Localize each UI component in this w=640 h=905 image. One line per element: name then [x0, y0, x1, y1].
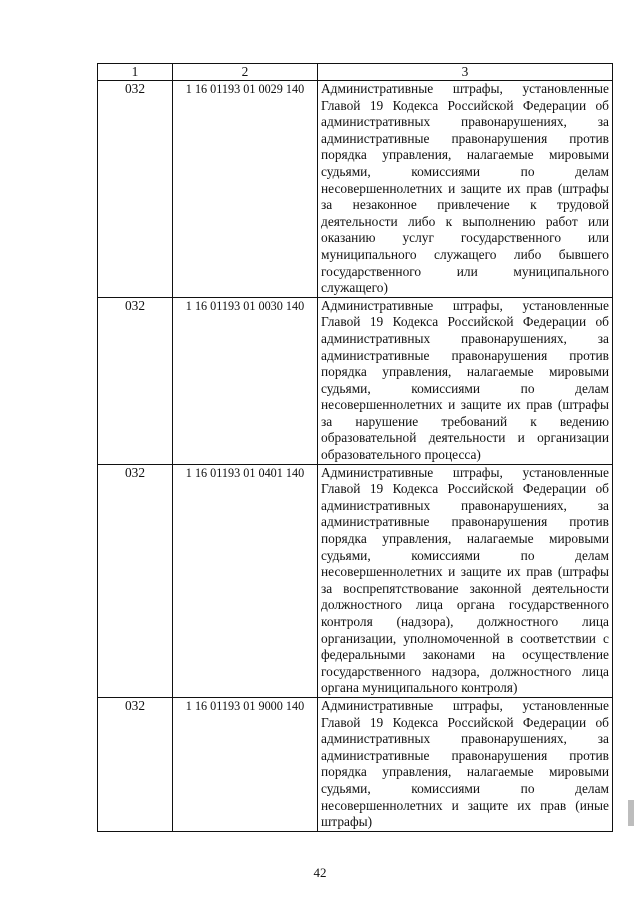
- admin-code-cell: 032: [98, 464, 173, 697]
- description-cell: Административные штрафы, установленные Главой 19 Кодекса Российской Федерации об административных правонарушениях, за административные правонарушения против порядка управления, налагаемые мировыми судьями, комиссиями по делам несовершеннолетних и защите их прав (иные штрафы): [318, 697, 613, 831]
- header-col-2: 2: [173, 64, 318, 81]
- budget-code-cell: 1 16 01193 01 9000 140: [173, 697, 318, 831]
- table-row: [98, 297, 613, 464]
- scan-edge-mark: [628, 800, 634, 826]
- budget-code-cell: 1 16 01193 01 0030 140: [173, 297, 318, 464]
- table-header-row: [98, 64, 613, 81]
- description-cell: Административные штрафы, установленные Главой 19 Кодекса Российской Федерации об административных правонарушениях, за административные правонарушения против порядка управления, налагаемые мировыми судьями, комиссиями по делам несовершеннолетних и защите их прав (штрафы за нарушение требований к ведению образовательной деятельности и организации образовательного процесса): [318, 297, 613, 464]
- budget-code-cell: 1 16 01193 01 0401 140: [173, 464, 318, 697]
- table-row: [98, 464, 613, 697]
- description-cell: Административные штрафы, установленные Главой 19 Кодекса Российской Федерации об административных правонарушениях, за административные правонарушения против порядка управления, налагаемые мировыми судьями, комиссиями по делам несовершеннолетних и защите их прав (штрафы за воспрепятствование законной деятельности должностного лица органа государственного контроля (надзора), должностного лица организации, уполномоченной в соответствии с федеральными законами на осуществление государственного надзора, должностного лица органа муниципального контроля): [318, 464, 613, 697]
- description-cell: Административные штрафы, установленные Главой 19 Кодекса Российской Федерации об административных правонарушениях, за административные правонарушения против порядка управления, налагаемые мировыми судьями, комиссиями по делам несовершеннолетних и защите их прав (штрафы за незаконное привлечение к трудовой деятельности либо к выполнению работ или оказанию услуг государственного или муниципального служащего либо бывшего государственного или муниципального служащего): [318, 81, 613, 298]
- budget-codes-table: [97, 63, 613, 832]
- page-number: 42: [313, 865, 327, 880]
- header-col-1: 1: [98, 64, 173, 81]
- admin-code-cell: 032: [98, 297, 173, 464]
- table-row: [98, 81, 613, 298]
- budget-code-cell: 1 16 01193 01 0029 140: [173, 81, 318, 298]
- admin-code-cell: 032: [98, 697, 173, 831]
- admin-code-cell: 032: [98, 81, 173, 298]
- header-col-3: 3: [318, 64, 613, 81]
- table-row: [98, 697, 613, 831]
